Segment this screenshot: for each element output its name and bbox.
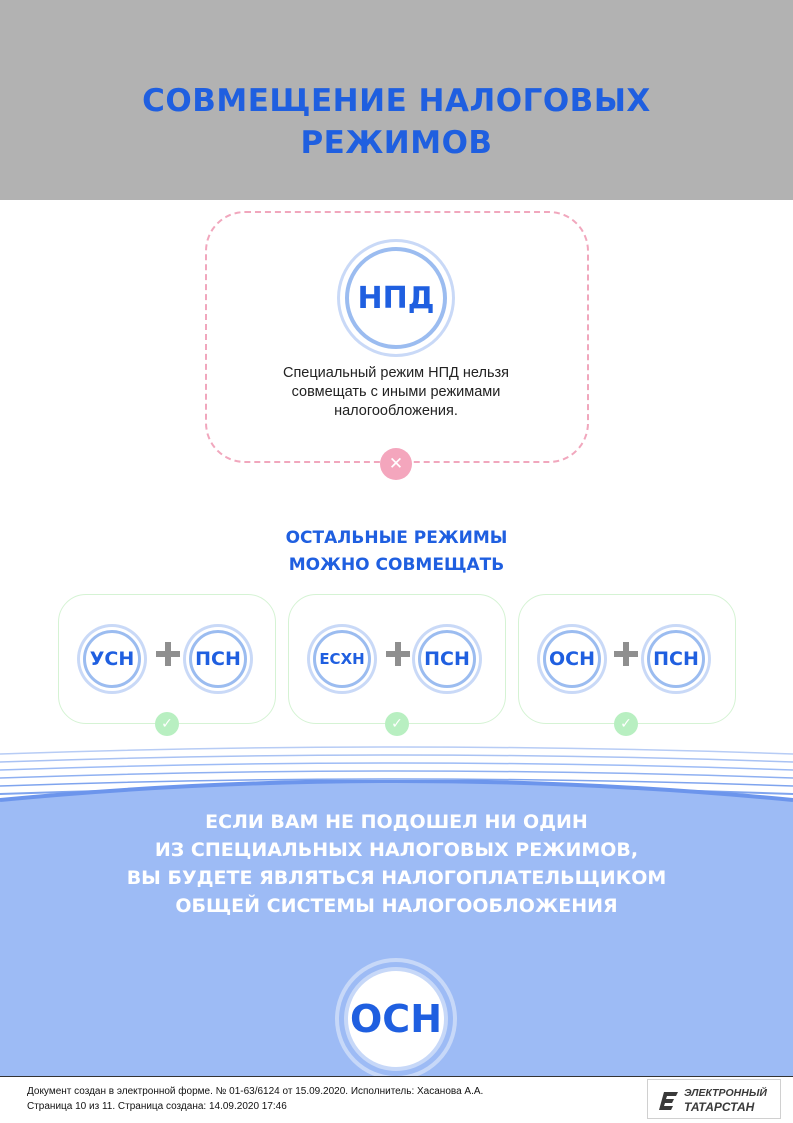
osn-badge: [543, 630, 601, 688]
electronic-tatarstan-logo: [647, 1079, 781, 1119]
footer-line-1: Документ создан в электронной форме. № 01-63/6124 от 15.09.2020. Исполнитель: Хасанова А.А.: [27, 1086, 484, 1097]
check-icon: ✓: [614, 712, 638, 736]
page-title-line-1: СОВМЕЩЕНИЕ НАЛОГОВЫХ: [142, 83, 651, 119]
psn-badge-label: ПСН: [424, 648, 470, 670]
npd-description: [240, 364, 552, 421]
others-title-line-2: МОЖНО СОВМЕЩАТЬ: [288, 555, 505, 575]
others-title: [0, 525, 793, 579]
npd-badge-label: НПД: [357, 280, 435, 316]
npd-description-line-3: налогообложения.: [334, 403, 458, 419]
psn-badge: [418, 630, 476, 688]
npd-badge: [345, 247, 447, 349]
logo-text-line-1: ЭЛЕКТРОННЫЙ: [684, 1087, 767, 1099]
close-icon: ✕: [380, 448, 412, 480]
others-title-line-1: ОСТАЛЬНЫЕ РЕЖИМЫ: [285, 528, 508, 548]
psn-badge-label: ПСН: [653, 648, 699, 670]
bottom-message-line-1: ЕСЛИ ВАМ НЕ ПОДОШЕЛ НИ ОДИН: [205, 811, 588, 833]
osn-big-badge-label: ОСН: [350, 997, 442, 1041]
npd-description-line-2: совмещать с иными режимами: [291, 384, 501, 400]
bottom-message-line-4: ОБЩЕЙ СИСТЕМЫ НАЛОГООБЛОЖЕНИЯ: [175, 895, 618, 917]
bottom-message: [0, 808, 793, 920]
usn-badge: [83, 630, 141, 688]
bottom-message-line-3: ВЫ БУДЕТЕ ЯВЛЯТЬСЯ НАЛОГОПЛАТЕЛЬЩИКОМ: [126, 867, 667, 889]
logo-text-line-2: ТАТАРСТАН: [684, 1100, 755, 1114]
check-icon: ✓: [155, 712, 179, 736]
osn-big-badge: [344, 967, 448, 1071]
page-title-line-2: РЕЖИМОВ: [300, 125, 493, 161]
npd-description-line-1: Специальный режим НПД нельзя: [282, 365, 510, 381]
usn-badge-label: УСН: [89, 648, 135, 670]
logo-mark-icon: [658, 1090, 680, 1110]
eshn-badge-label: ЕСХН: [319, 650, 365, 668]
bottom-message-line-2: ИЗ СПЕЦИАЛЬНЫХ НАЛОГОВЫХ РЕЖИМОВ,: [154, 839, 639, 861]
plus-icon: [614, 642, 638, 666]
psn-badge: [647, 630, 705, 688]
osn-badge-label: ОСН: [549, 648, 595, 670]
psn-badge-label: ПСН: [195, 648, 241, 670]
footer-line-2: Страница 10 из 11. Страница создана: 14.09.2020 17:46: [27, 1101, 287, 1112]
plus-icon: [156, 642, 180, 666]
plus-icon: [386, 642, 410, 666]
check-icon: ✓: [385, 712, 409, 736]
psn-badge: [189, 630, 247, 688]
eshn-badge: [313, 630, 371, 688]
page-title: [0, 80, 793, 164]
